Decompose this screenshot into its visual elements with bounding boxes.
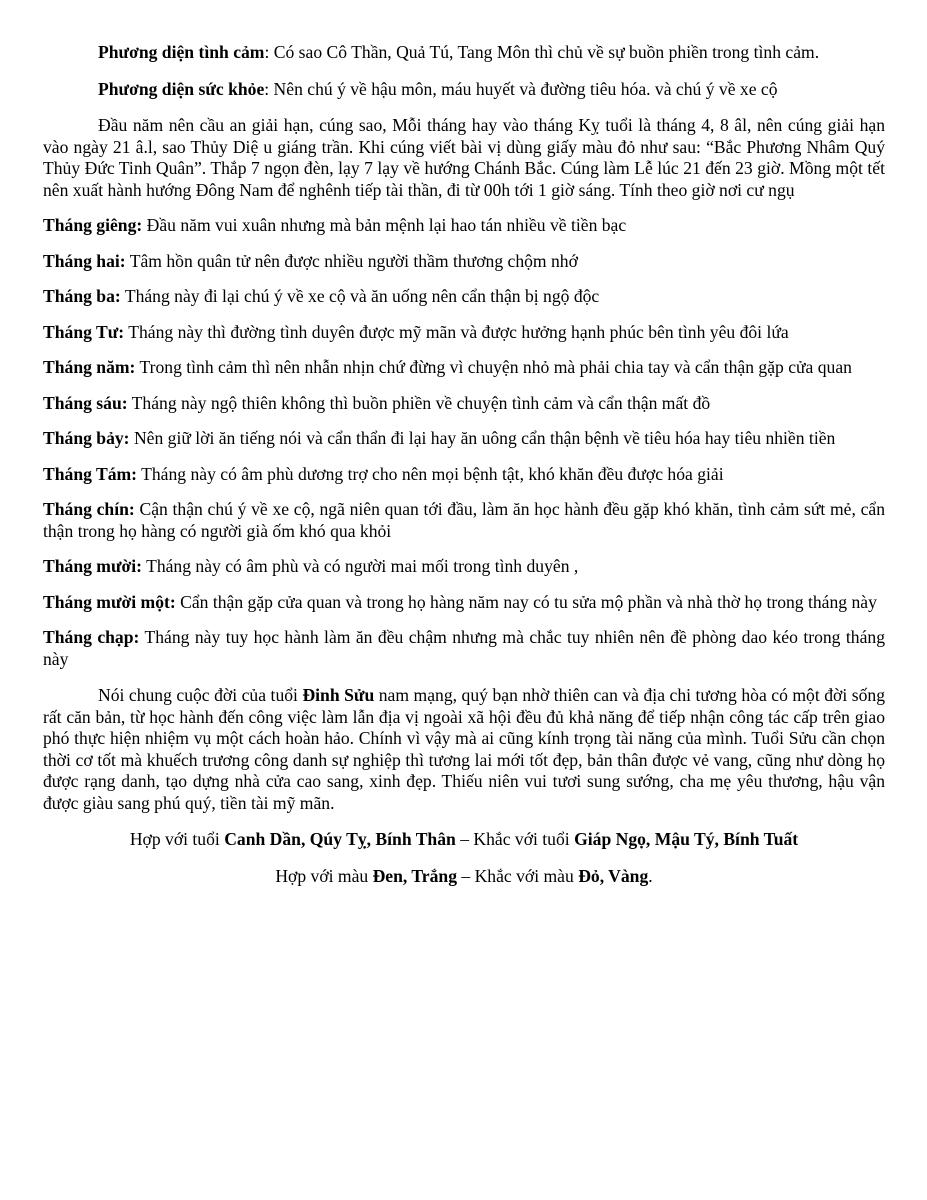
month-text: Tháng này tuy học hành làm ăn đều chậm nhưng mà chắc tuy nhiên nên đề phòng dao kéo trong tháng này <box>43 627 885 669</box>
month-label: Tháng năm: <box>43 357 136 377</box>
month-text: Nên giữ lời ăn tiếng nói và cẩn thẩn đi lại hay ăn uông cẩn thận bệnh về tiêu hóa hay tiêu nhiền tiền <box>129 428 836 448</box>
month-entry <box>43 499 885 542</box>
month-label: Tháng mười một: <box>43 591 176 612</box>
month-label: Tháng hai: <box>43 250 126 271</box>
month-entry <box>43 592 885 614</box>
emotion-label: Phương diện tình cảm <box>98 42 265 62</box>
month-entry <box>43 556 885 578</box>
month-entry <box>43 357 885 379</box>
compatible-age-line <box>43 829 885 851</box>
month-text: Cẩn thận gặp cửa quan và trong họ hàng năm nay có tu sửa mộ phần và nhà thờ họ trong tháng này <box>175 591 877 612</box>
emotion-paragraph <box>43 42 885 64</box>
month-entry <box>43 215 885 237</box>
month-label: Tháng Tư: <box>43 321 125 342</box>
month-text: Tháng này có âm phù dương trợ cho nên mọi bệnh tật, khó khăn đều được hóa giải <box>137 463 724 484</box>
month-label: Tháng mười: <box>43 556 142 576</box>
month-entry <box>43 627 885 670</box>
month-text: Trong tình cảm thì nên nhẫn nhịn chứ đừng vì chuyện nhỏ mà phải chia tay và cẩn thận gặp cửa quan <box>135 357 852 377</box>
month-label: Tháng giêng: <box>43 215 143 235</box>
health-text: : Nên chú ý về hậu môn, máu huyết và đường tiêu hóa. và chú ý về xe cộ <box>264 78 778 99</box>
month-label: Tháng chạp: <box>43 627 140 647</box>
month-entry <box>43 322 885 344</box>
summary-paragraph <box>43 685 885 814</box>
month-entry <box>43 251 885 273</box>
compat-age-mid: – Khắc với tuổi <box>455 829 575 849</box>
summary-after: nam mạng, quý bạn nhờ thiên can và địa chi tương hòa có một đời sống rất căn bản, từ học hành đến công việc làm lẫn địa vị ngoài xã hội đều đủ khả năng để tiếp nhận công tác cấp trên giao phó thực hiện nhiệm vụ một cách hoàn hảo. Chính vì vậy mà ai cũng kính trọng tài năng của mình. Tuổi Sửu cần chọn thời cơ tốt mà khuếch trương công danh sự nghiệp thì tương lai mới tốt đẹp, bản thân được vẻ vang, cũng như dòng họ được rạng danh, tạo dựng nhà cửa cao sang, xinh đẹp. Thiếu niên vui tươi sung sướng, cha mẹ yêu thương, hậu vận được giàu sang phú quý, tiền tài mỹ mãn. <box>43 685 885 813</box>
month-text: Tâm hồn quân tử nên được nhiều người thầm thương chộm nhớ <box>125 250 578 271</box>
monthly-forecast-list <box>43 215 885 670</box>
compat-color-good: Đen, Trắng <box>372 865 457 886</box>
compat-color-end: . <box>648 865 653 886</box>
compat-color-mid: – Khắc với màu <box>457 865 579 886</box>
compat-age-bad: Giáp Ngọ, Mậu Tý, Bính Tuất <box>574 829 799 849</box>
health-label: Phương diện sức khỏe <box>98 78 265 99</box>
month-label: Tháng ba: <box>43 286 121 306</box>
month-text: Tháng này có âm phù và có người mai mối trong tình duyên , <box>142 556 579 576</box>
compat-color-bad: Đỏ, Vàng <box>578 865 649 886</box>
month-label: Tháng Tám: <box>43 463 138 484</box>
compat-color-prefix: Hợp với màu <box>275 865 373 886</box>
month-text: Đầu năm vui xuân nhưng mà bản mệnh lại hao tán nhiều về tiền bạc <box>142 215 627 235</box>
summary-age-name: Đinh Sửu <box>302 685 375 705</box>
month-label: Tháng bảy: <box>43 428 130 448</box>
month-text: Tháng này đi lại chú ý về xe cộ và ăn uống nên cẩn thận bị ngộ độc <box>120 286 600 306</box>
month-text: Cận thận chú ý về xe cộ, ngã niên quan tới đầu, làm ăn học hành đều gặp khó khăn, tình cảm sứt mẻ, cẩn thận trong họ hàng có người già ốm khó qua khỏi <box>43 499 885 541</box>
summary-before: Nói chung cuộc đời của tuổi <box>98 685 303 705</box>
month-label: Tháng chín: <box>43 499 135 519</box>
month-entry <box>43 393 885 415</box>
month-text: Tháng này thì đường tình duyên được mỹ mãn và được hưởng hạnh phúc bên tình yêu đôi lứa <box>124 321 789 342</box>
document-page <box>43 42 885 887</box>
month-text: Tháng này ngộ thiên không thì buồn phiền về chuyện tình cảm và cẩn thận mất đồ <box>127 392 711 413</box>
compat-age-good: Canh Dần, Qúy Tỵ, Bính Thân <box>224 829 456 849</box>
ritual-paragraph: Đầu năm nên cầu an giải hạn, cúng sao, Mỗi tháng hay vào tháng Kỵ tuổi là tháng 4, 8 âl, nên cúng giải hạn vào ngày 21 â.l, sao Thủy Diệ u giáng trần. Khi cúng viết bài vị dùng giấy màu đỏ như sau: “Bắc Phương Nhâm Quý Thủy Đức Tinh Quân”. Thắp 7 ngọn đèn, lạy 7 lạy về hướng Chánh Bắc. Cúng làm Lễ lúc 21 đến 23 giờ. Mồng một tết nên xuất hành hướng Đông Nam để nghênh tiếp tài thần, đi từ 00h tới 1 giờ sáng. Tính theo giờ nơi cư ngụ <box>43 115 885 200</box>
compat-age-prefix: Hợp với tuổi <box>129 829 225 849</box>
emotion-text: : Có sao Cô Thần, Quả Tú, Tang Môn thì chủ về sự buồn phiền trong tình cảm. <box>264 42 820 62</box>
health-paragraph <box>43 79 885 101</box>
compatible-color-line <box>43 866 885 888</box>
month-entry <box>43 464 885 486</box>
month-label: Tháng sáu: <box>43 392 128 413</box>
month-entry <box>43 428 885 450</box>
month-entry <box>43 286 885 308</box>
